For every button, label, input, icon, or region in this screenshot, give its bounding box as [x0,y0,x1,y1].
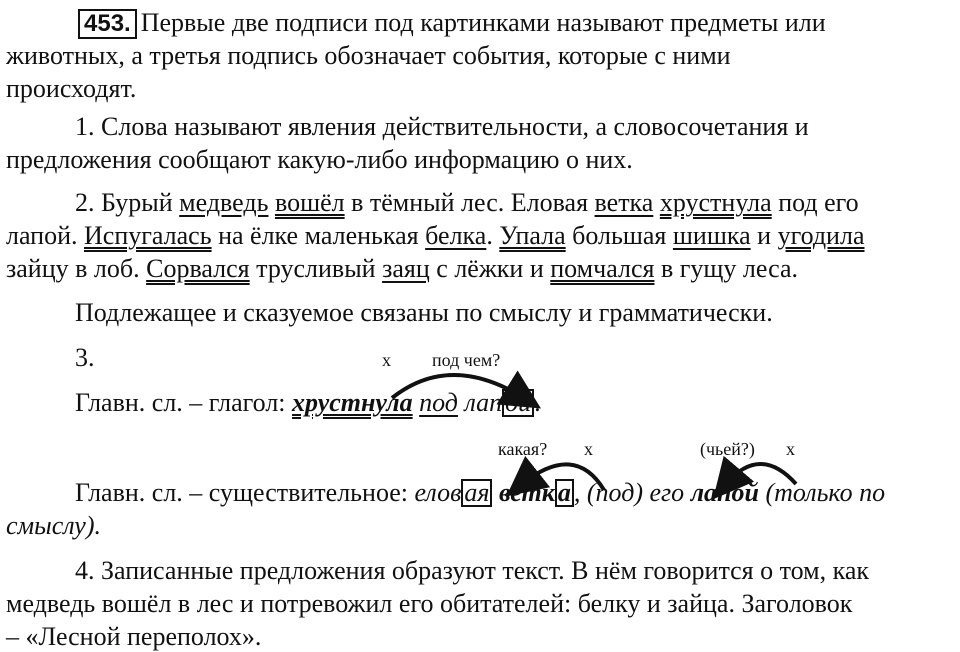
text-segment: с лёжки и [429,254,551,283]
preposition: под [419,388,458,417]
subject-word: заяц [382,254,430,283]
adjective: елов ая [415,478,493,507]
text-segment: лапой. [6,221,84,250]
p3-line-3: смыслу). [6,511,101,540]
p2-line-2 [6,221,865,251]
exercise-number: 453. [78,9,137,39]
p4-line-2: медведь вошёл в лес и потревожил его обитателей: белку и зайца. Заголовок [6,589,853,618]
predicate-word: помчался [550,254,655,283]
p1-line-1: 1. Слова называют явления действительности, а словосочетания и [75,112,809,141]
intro-line-3: происходят. [6,74,137,103]
dependent-noun: лап ой [464,388,534,417]
predicate-word: Сорвался [146,254,250,283]
annot3-question: (чьей?) [700,439,755,459]
predicate-word: угодила [777,221,865,250]
annot1-x: х [382,350,391,370]
main-noun: ветк а [499,478,574,507]
text-segment: трусливый [249,254,383,283]
main-verb: хрустнула [292,388,413,417]
text-segment: зайцу в лоб. [6,254,147,283]
annot1-question: под чем? [432,350,501,370]
annot2-question: какая? [498,439,548,459]
intro-line-1: 453. Первые две подписи под картинками называют предметы или [78,8,826,39]
p3-line-2: Главн. сл. – существительное: елов ая ветк а , (под) его лапой (только по [75,478,886,507]
text-segment: 2. Бурый [75,188,180,217]
p2-line-3 [6,254,798,284]
subject-word: медведь [179,188,269,217]
predicate-word: Упала [499,221,566,250]
p4-line-1: 4. Записанные предложения образуют текст. В нём говорится о том, как [75,556,870,585]
subject-predicate-line: Подлежащее и сказуемое связаны по смыслу и грамматически. [75,298,773,327]
predicate-word: Испугалась [84,221,212,250]
noun-lapoy: лапой [690,478,759,507]
text-segment: в тёмный лес. Еловая [344,188,595,217]
text-segment: . [486,221,500,250]
p4-line-3: – «Лесной переполох». [6,622,262,651]
text-segment: большая [565,221,673,250]
adj-ending-box: ая [461,479,492,507]
subject-word: белка [425,221,487,250]
predicate-word: вошёл [274,188,345,217]
text-segment: на ёлке маленькая [211,221,426,250]
text-segment: в гущу леса. [654,254,798,283]
p3-line-1: Главн. сл. – глагол: хрустнула под лап ой . [75,388,541,417]
intro-line-2: животных, а третья подпись обозначает события, которые с ними [6,41,731,70]
ending-box: ой [502,389,534,417]
text-segment: и [750,221,778,250]
noun-ending-box: а [555,479,574,507]
p3-number: 3. [75,343,95,372]
text-segment: под его [771,188,859,217]
p1-line-2: предложения сообщают какую-либо информацию о них. [6,145,633,174]
annot3-x: х [786,439,795,459]
subject-word: шишка [672,221,751,250]
predicate-word: хрустнула [659,188,772,217]
p2-line-1 [75,188,859,218]
subject-word: ветка [594,188,654,217]
annot2-x: х [584,439,593,459]
